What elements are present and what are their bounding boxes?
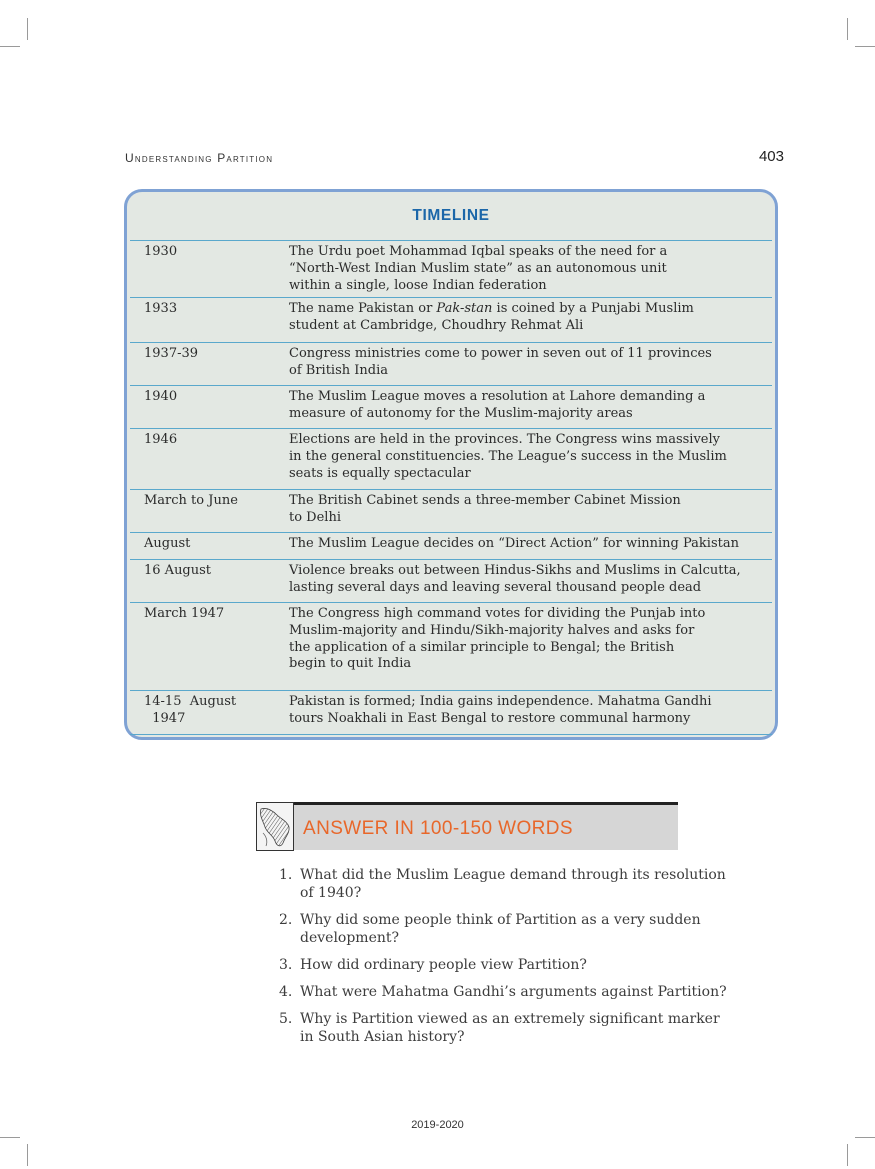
timeline-year <box>144 493 274 510</box>
question-number: 1. <box>279 867 293 883</box>
timeline-year <box>144 432 274 449</box>
answer-section-header <box>256 802 678 850</box>
question-number: 2. <box>279 912 293 928</box>
question-text-line: How did ordinary people view Partition? <box>300 957 587 973</box>
question-text-line: Why did some people think of Partition as a very sudden <box>300 912 701 928</box>
crop-mark <box>0 1137 20 1138</box>
timeline-event-line: Muslim-majority and Hindu/Sikh-majority halves and asks for <box>289 622 695 638</box>
timeline-event-line: tours Noakhali in East Bengal to restore communal harmony <box>289 710 691 726</box>
question-text-line: in South Asian history? <box>300 1029 465 1045</box>
italic-term: Pak-stan <box>436 301 493 316</box>
timeline-event-line: The Muslim League decides on “Direct Action” for winning Pakistan <box>289 536 739 551</box>
timeline-row <box>130 690 772 735</box>
timeline-row <box>130 342 772 385</box>
crop-mark <box>27 18 28 40</box>
question-number: 5. <box>279 1011 293 1027</box>
timeline-event-line: Pakistan is formed; India gains independence. Mahatma Gandhi <box>289 694 712 709</box>
timeline-event <box>289 563 781 597</box>
timeline-event <box>289 301 781 335</box>
timeline-event-line: begin to quit India <box>289 656 412 672</box>
question-text-line: What did the Muslim League demand through its resolution <box>300 867 726 883</box>
crop-mark <box>847 18 848 40</box>
crop-mark <box>855 1137 875 1138</box>
question-item <box>279 956 719 974</box>
crop-mark <box>27 1144 28 1166</box>
timeline-table <box>130 240 772 735</box>
timeline-event-line: in the general constituencies. The League’s success in the Muslim <box>289 448 727 464</box>
question-item <box>279 983 727 1001</box>
timeline-event <box>289 536 781 553</box>
answer-section-title: ANSWER IN 100-150 WORDS <box>303 818 573 839</box>
timeline-event <box>289 432 781 482</box>
timeline-event <box>289 493 781 527</box>
timeline-event-line: student at Cambridge, Choudhry Rehmat Ali <box>289 317 584 333</box>
question-number: 4. <box>279 984 293 1000</box>
question-text-line: Why is Partition viewed as an extremely significant marker <box>300 1011 720 1027</box>
timeline-event-line: The name Pakistan or Pak-stan is coined by a Punjabi Muslim <box>289 301 694 316</box>
map-icon <box>256 802 294 851</box>
timeline-year-line: 1930 <box>144 244 178 259</box>
question-text-line: development? <box>300 930 400 946</box>
question-text-line: of 1940? <box>300 885 362 901</box>
timeline-year-line: March to June <box>144 493 238 508</box>
timeline-row <box>130 428 772 489</box>
timeline-event-line: the application of a similar principle to Bengal; the British <box>289 639 675 655</box>
timeline-year-line: August <box>144 536 191 551</box>
timeline-event-line: lasting several days and leaving several thousand people dead <box>289 579 702 595</box>
question-item <box>279 1010 719 1046</box>
question-text-line: What were Mahatma Gandhi’s arguments against Partition? <box>300 984 727 1000</box>
timeline-row <box>130 532 772 559</box>
timeline-event-line: Congress ministries come to power in seven out of 11 provinces <box>289 346 712 361</box>
timeline-event <box>289 606 781 673</box>
timeline-year <box>144 563 274 580</box>
timeline-year-line: 1933 <box>144 301 178 316</box>
timeline-year <box>144 301 274 318</box>
timeline-year <box>144 244 274 261</box>
timeline-event-line: The Congress high command votes for dividing the Punjab into <box>289 606 706 621</box>
question-list <box>279 866 727 1055</box>
timeline-event <box>289 346 781 380</box>
timeline-event <box>289 389 781 423</box>
timeline-year-line: 1940 <box>144 389 178 404</box>
timeline-row <box>130 385 772 428</box>
timeline-year-line: 1946 <box>144 432 178 447</box>
timeline-year-line: 14-15 August <box>144 694 237 709</box>
timeline-event <box>289 694 781 728</box>
timeline-event-line: The Muslim League moves a resolution at Lahore demanding a <box>289 389 706 404</box>
question-item <box>279 911 719 947</box>
crop-mark <box>855 46 875 47</box>
timeline-event-line: Elections are held in the provinces. The Congress wins massively <box>289 432 721 447</box>
timeline-event-line: measure of autonomy for the Muslim-majority areas <box>289 405 633 421</box>
timeline-row <box>130 297 772 342</box>
timeline-event-line: The Urdu poet Mohammad Iqbal speaks of the need for a <box>289 244 668 259</box>
footer-year: 2019-2020 <box>411 1119 464 1131</box>
timeline-year <box>144 389 274 406</box>
timeline-year <box>144 694 274 728</box>
timeline-year-line: 16 August <box>144 563 212 578</box>
running-header-title: Understanding Partition <box>125 151 274 165</box>
timeline-row <box>130 559 772 602</box>
timeline-row <box>130 602 772 690</box>
timeline-year <box>144 346 274 363</box>
timeline-box <box>124 189 778 740</box>
timeline-event-line: The British Cabinet sends a three-member Cabinet Mission <box>289 493 681 508</box>
timeline-event-line: within a single, loose Indian federation <box>289 277 547 293</box>
timeline-event-line: to Delhi <box>289 509 341 525</box>
timeline-event-line: seats is equally spectacular <box>289 465 471 481</box>
crop-mark <box>847 1144 848 1166</box>
timeline-year <box>144 606 274 623</box>
timeline-year-line: March 1947 <box>144 606 225 621</box>
timeline-event-line: of British India <box>289 362 388 378</box>
timeline-year-line: 1937-39 <box>144 346 199 361</box>
timeline-row <box>130 489 772 532</box>
timeline-year <box>144 536 274 553</box>
timeline-event-line: “North-West Indian Muslim state” as an autonomous unit <box>289 260 667 276</box>
timeline-title: TIMELINE <box>412 207 490 224</box>
timeline-event <box>289 244 781 294</box>
page-number: 403 <box>758 148 784 165</box>
timeline-row <box>130 240 772 297</box>
timeline-year-line: 1947 <box>144 710 186 726</box>
question-number: 3. <box>279 957 293 973</box>
question-item <box>279 866 726 902</box>
timeline-event-line: Violence breaks out between Hindus-Sikhs and Muslims in Calcutta, <box>289 563 741 578</box>
crop-mark <box>0 46 20 47</box>
